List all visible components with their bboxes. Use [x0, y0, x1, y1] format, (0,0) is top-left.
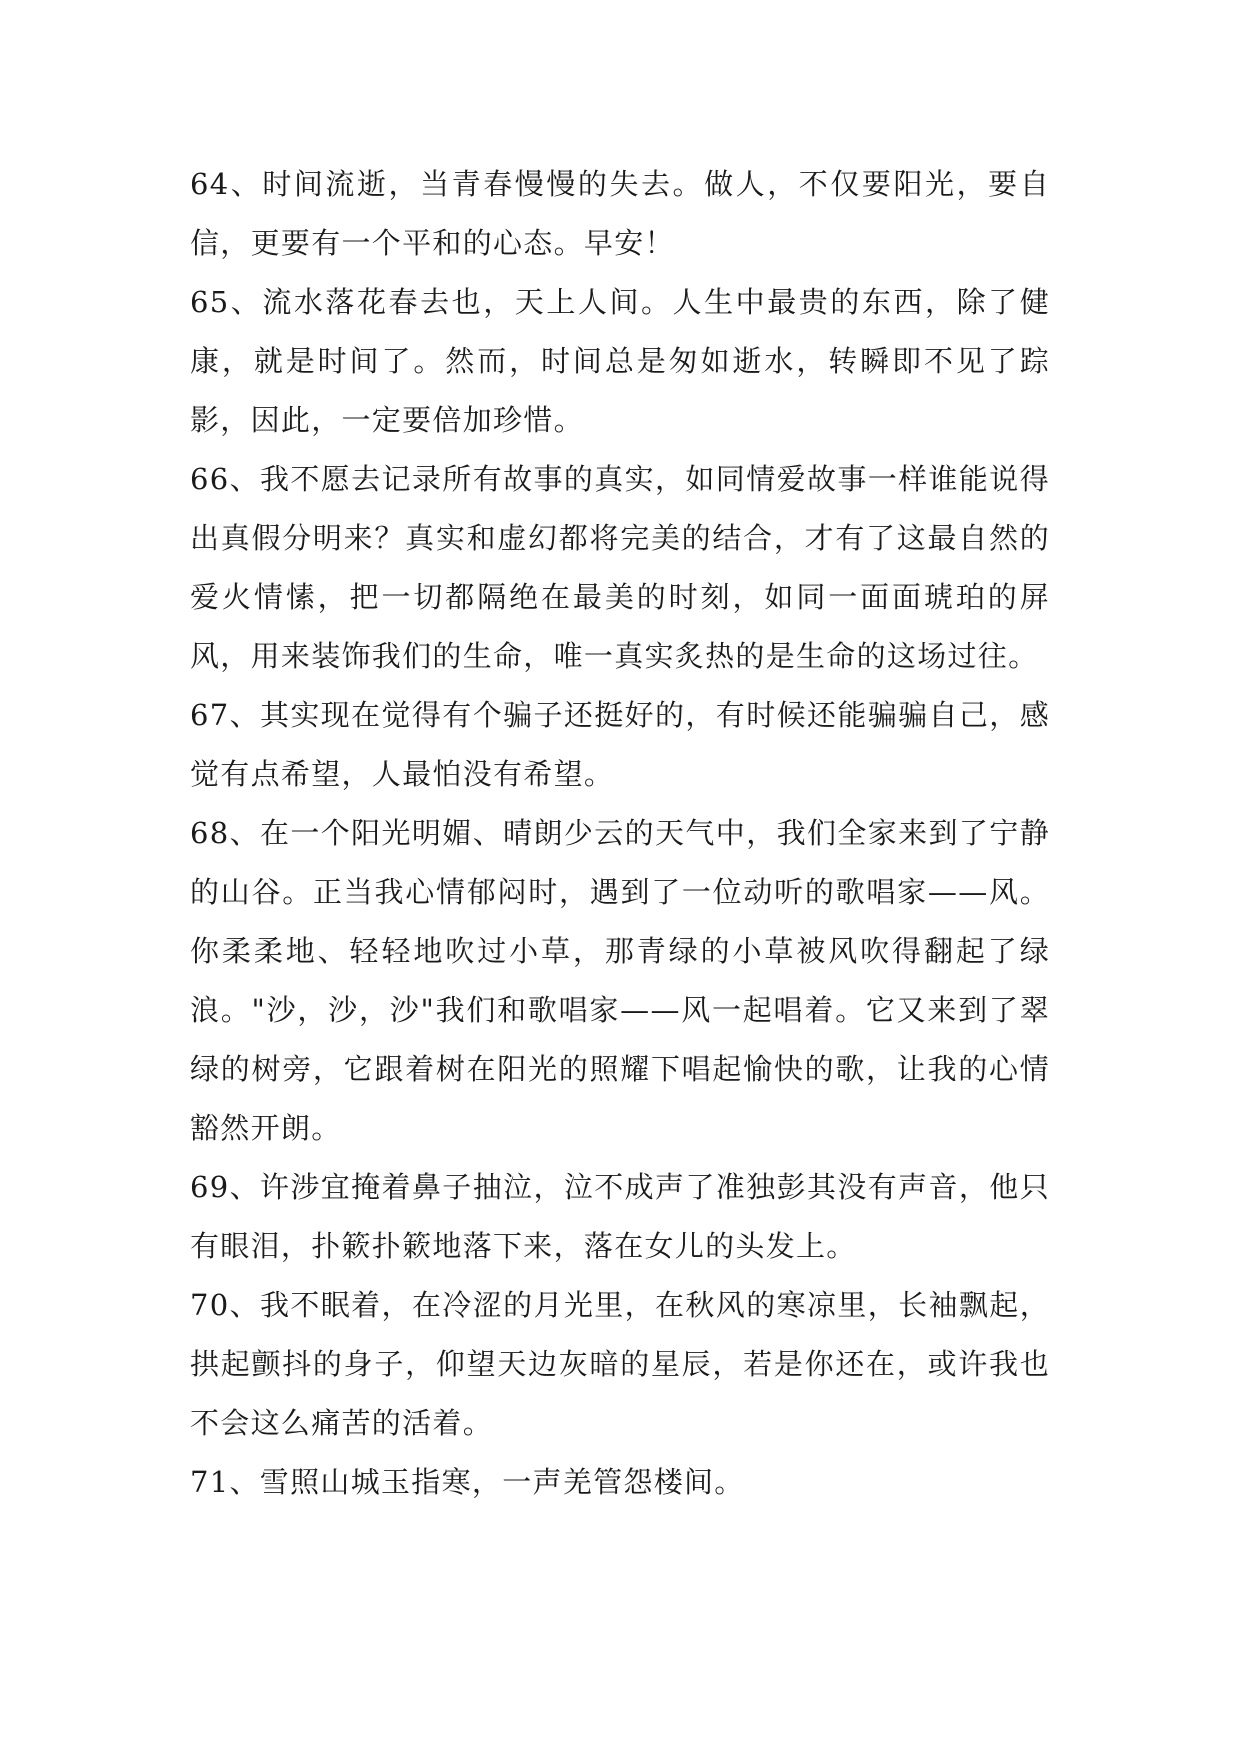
paragraph-67: 67、其实现在觉得有个骗子还挺好的，有时候还能骗骗自己，感觉有点希望，人最怕没有希望。 [190, 698, 1050, 791]
paragraph-64: 64、时间流逝，当青春慢慢的失去。做人，不仅要阳光，要自信，更要有一个平和的心态。早安！ [190, 167, 1050, 260]
paragraph-65: 65、流水落花春去也，天上人间。人生中最贵的东西，除了健康，就是时间了。然而，时间总是匆如逝水，转瞬即不见了踪影，因此，一定要倍加珍惜。 [190, 285, 1050, 437]
paragraph-68: 68、在一个阳光明媚、晴朗少云的天气中，我们全家来到了宁静的山谷。正当我心情郁闷时，遇到了一位动听的歌唱家——风。你柔柔地、轻轻地吹过小草，那青绿的小草被风吹得翻起了绿浪。"沙，沙，沙"我们和歌唱家——风一起唱着。它又来到了翠绿的树旁，它跟着树在阳光的照耀下唱起愉快的歌，让我的心情豁然开朗。 [190, 816, 1050, 1145]
paragraph-71: 71、雪照山城玉指寒，一声羌管怨楼间。 [190, 1465, 745, 1499]
paragraph-66: 66、我不愿去记录所有故事的真实，如同情爱故事一样谁能说得出真假分明来？真实和虚幻都将完美的结合，才有了这最自然的爱火情愫，把一切都隔绝在最美的时刻，如同一面面琥珀的屏风，用来装饰我们的生命，唯一真实炙热的是生命的这场过往。 [190, 462, 1050, 673]
document-body [190, 155, 1050, 1512]
paragraph-69: 69、许涉宜掩着鼻子抽泣，泣不成声了准独彭其没有声音，他只有眼泪，扑簌扑簌地落下来，落在女儿的头发上。 [190, 1170, 1050, 1263]
paragraph-70: 70、我不眠着，在冷涩的月光里，在秋风的寒凉里，长袖飘起，拱起颤抖的身子，仰望天边灰暗的星辰，若是你还在，或许我也不会这么痛苦的活着。 [190, 1288, 1050, 1440]
